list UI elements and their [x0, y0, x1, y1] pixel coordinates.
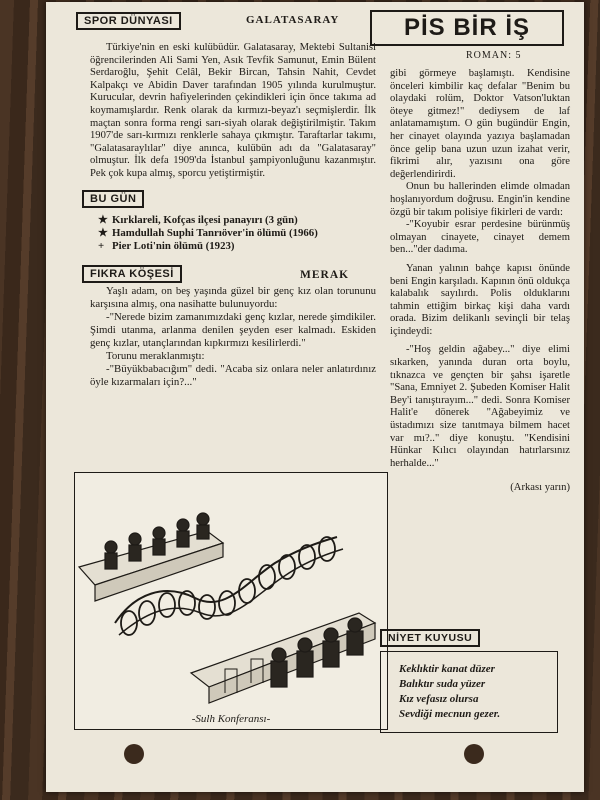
poem-line: Balıktır suda yüzer [399, 678, 486, 690]
list-item: ★ Hamdullah Suphi Tanrıöver'in ölümü (1966) [98, 226, 318, 239]
bugun-section [70, 181, 384, 253]
fikra-header [70, 261, 384, 285]
spor-dunyasi-header [70, 8, 384, 28]
galatasaray-article [70, 28, 384, 181]
niyet-poem [380, 651, 558, 733]
cross-icon: + [98, 239, 105, 252]
article-title-galatasaray: GALATASARAY [246, 14, 340, 26]
star-icon: ★ [98, 226, 108, 239]
fikra-paragraph: -"Nerede bizim zamanımızdaki genç kızlar, nerede şimdikiler. Şimdi utanma, arlanma denilen şeyden eser kalmadı. Eskiden genç kızlar, utançlarından kıpkırmızı kesilirlerdi." [90, 310, 376, 349]
section-label-bugun: BU GÜN [82, 190, 144, 208]
serial-story [390, 68, 570, 493]
roman-number: ROMAN: 5 [466, 50, 522, 61]
story-paragraph: -"Hoş geldin ağabey..." diye elimi sıkarken, yanında duran orta boylu, tıknazca ve gençten bir şahsı işaretle "Sana, Emniyet 2. Şubeden Komiser Halit Bey'i tanıştırayım..." dedi. Sonra Komiser Halit'e dönerek "Ağabeyimiz ve üstadımızı size tanıtmaya bilmem hacet var mı?.." diye konuştu. "Kendisini Hünkar Kılıcı olayından hatırlarsınız herhalde..." [390, 344, 570, 469]
section-label-niyet: NİYET KUYUSU [380, 629, 480, 647]
cartoon-sulh-konferansi [74, 472, 388, 730]
bugun-list [98, 214, 384, 253]
fikra-paragraph: Torunu meraklanmıştı: [106, 349, 205, 362]
newspaper-page [46, 2, 584, 792]
niyet-kuyusu-section [380, 628, 558, 733]
punch-hole [464, 744, 484, 764]
list-item: ★ Kırklareli, Kofças ilçesi panayırı (3 gün) [98, 213, 298, 226]
section-label-spor: SPOR DÜNYASI [76, 12, 181, 30]
story-paragraph: -"Koyubir esrar perdesine bürünmüş olmayan cinayete, cinayet demem ben..."der dadıma. [390, 219, 570, 256]
list-item: + Pier Loti'nin ölümü (1923) [98, 239, 235, 252]
story-paragraph: Onun bu hallerinden elimde olmadan hoşlanıyordum doğrusu. Engin'in kendine özgü bir takım polisiye fikirleri de vardı: [390, 181, 570, 218]
left-column [70, 8, 384, 389]
cartoon-caption: -Sulh Konferansı- [191, 713, 271, 725]
serial-title: PİS BİR İŞ [370, 10, 564, 46]
cartoon-drawing [75, 473, 387, 709]
galatasaray-text: Türkiye'nin en eski kulübüdür. Galatasaray, Mektebi Sultanisi öğrencilerinden Ali Sami Yen, Asık Tevfik Samunut, Emin Bülent Serdaroğlu, Şehit Celâl, Bekir Bircan, Tahsin Nahit, Cevdet Kalpakçı ve Abidin Daver tarafından 1905 yılında kurulmuştur. Kurucular, devrin hafiyelerinden çekindikleri için önce takıma ad koymamışlardır. Renk olarak da kırmızı-beyaz'ı seçmişlerdir. İlk maçtan sonra forma rengi sarı-siyah olarak değiştirilmiştir. Takım 1907'de sarı-kırmızı renklerle sahaya çıkmıştır. Taraftarlar takımı, "Galatasaraylılar" diye anınca, kulübün adı da "Galatasaray" olmuştur. İlk defa 1909'da İstanbul şampiyonluğunu kazanmıştır. Pek çok kupa almış, sporcu yetiştirmiştir. [90, 42, 376, 179]
section-label-fikra: FIKRA KÖŞESİ [82, 265, 182, 283]
fikra-title: MERAK [300, 268, 350, 281]
fikra-paragraph: Yaşlı adam, on beş yaşında güzel bir genç kız olan torununu karşısına almış, ona nasihatte bulunuyordu: [90, 284, 376, 310]
poem-line: Kız vefasız olursa [399, 693, 479, 705]
star-icon: ★ [98, 213, 108, 226]
poem-line: Keklıktir kanat düzer [399, 663, 495, 675]
poem-line: Sevdiği mecnun gezer. [399, 708, 501, 720]
fikra-article [70, 285, 384, 389]
punch-hole [124, 744, 144, 764]
story-paragraph: gibi görmeye başlamıştı. Kendisine önceleri kimbilir kaç defalar "Benim bu olaydaki rolüm, Doktor Vatson'luktan öteye gitmez!" dediysem de laf anlatamamıştım. O gün bugündür Engin, her cinayet olayında yazıya başlamadan önce gelip bana uzun uzun izahat verir, fikrimi alır, yazısını ona göre değerlendirirdi. [390, 68, 570, 180]
continued-note: (Arkası yarın) [510, 482, 570, 494]
story-paragraph: Yanan yalının bahçe kapısı önünde beni Engin karşıladı. Kapının önü oldukça kalabalık sayılırdı. Polis olduklarını tahmin ettiğim birkaç kişi daha vardı orada. Bizim delikanlı sevinçli bir telaş içindeydi: [390, 262, 570, 337]
fikra-paragraph: -"Büyükbabacığım" dedi. "Acaba siz onlara neler anlatırdınız öyle kızarmaları için?..." [90, 362, 376, 388]
